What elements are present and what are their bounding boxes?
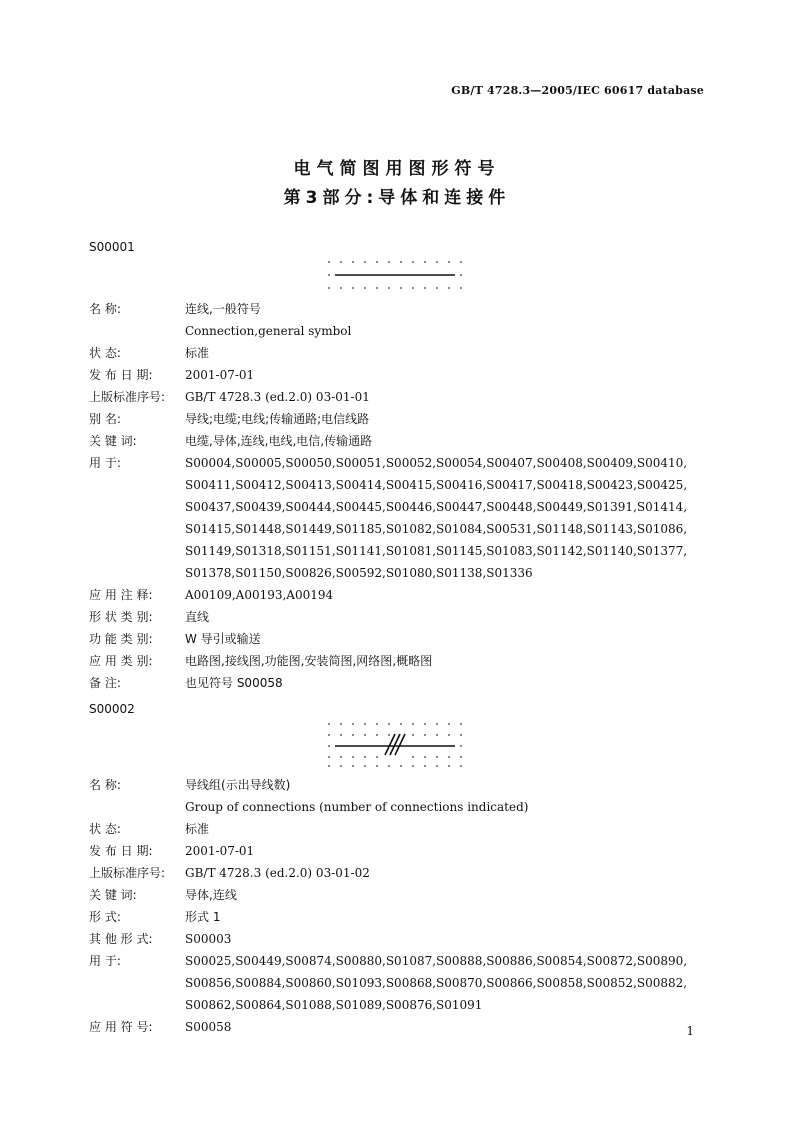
document-subtitle: 第3部分:导体和连接件 [283, 188, 511, 208]
document-title: 电气简图用图形符号 [293, 159, 501, 179]
symbol-id: S00002 [89, 702, 135, 716]
field-value: 标准 [185, 822, 210, 836]
field-value: GB/T 4728.3 (ed.2.0) 03-01-02 [185, 866, 370, 880]
field-old-standard [89, 386, 719, 408]
field-status [89, 342, 719, 364]
symbol-entry-s00002 [89, 702, 719, 1038]
field-application-class [89, 650, 719, 672]
page-number: 1 [686, 1024, 694, 1038]
field-label: 备 注: [89, 676, 121, 690]
field-value [185, 950, 719, 1016]
field-status [89, 818, 719, 840]
symbol-id: S00001 [89, 240, 135, 254]
field-app-notes [89, 584, 719, 606]
field-form [89, 906, 719, 928]
used-in-line: S01378,S01150,S00826,S00592,S01080,S01138,S01336 [185, 566, 533, 580]
field-label: 状 态: [89, 822, 121, 836]
field-label: 应 用 类 别: [89, 654, 153, 668]
field-label: 用 于: [89, 954, 121, 968]
field-label: 形 状 类 别: [89, 610, 153, 624]
used-in-line: S00411,S00412,S00413,S00414,S00415,S00416,S00417,S00418,S00423,S00425, [185, 478, 688, 492]
used-in-line: S00862,S00864,S01088,S01089,S00876,S01091 [185, 998, 483, 1012]
field-label: 形 式: [89, 910, 121, 924]
field-value [185, 452, 719, 584]
field-keywords [89, 884, 719, 906]
field-label: 发 布 日 期: [89, 368, 153, 382]
field-label: 上版标准序号: [89, 390, 166, 404]
field-application-symbol [89, 1016, 719, 1038]
field-name-en [89, 320, 719, 342]
field-value: 也见符号 S00058 [185, 676, 283, 690]
field-value: 2001-07-01 [185, 368, 255, 382]
field-alias [89, 408, 719, 430]
field-keywords [89, 430, 719, 452]
field-date [89, 364, 719, 386]
field-label: 其 他 形 式: [89, 932, 153, 946]
symbol-graphic-group-of-connections [327, 722, 719, 772]
field-function-class [89, 628, 719, 650]
field-value: A00109,A00193,A00194 [185, 588, 334, 602]
field-value: 导线;电缆;电线;传输通路;电信线路 [185, 412, 370, 426]
field-used-in [89, 452, 719, 584]
field-value: 导体,连线 [185, 888, 237, 902]
field-value: 导线组(示出导线数) [185, 778, 291, 792]
field-value-en: Group of connections (number of connections indicated) [185, 800, 529, 814]
field-value: GB/T 4728.3 (ed.2.0) 03-01-01 [185, 390, 370, 404]
used-in-line: S00025,S00449,S00874,S00880,S01087,S00888,S00886,S00854,S00872,S00890, [185, 954, 688, 968]
field-value: S00058 [185, 1020, 232, 1034]
field-shape-class [89, 606, 719, 628]
field-label: 名 称: [89, 778, 121, 792]
field-value: 2001-07-01 [185, 844, 255, 858]
used-in-line: S00004,S00005,S00050,S00051,S00052,S00054,S00407,S00408,S00409,S00410, [185, 456, 688, 470]
field-label: 名 称: [89, 302, 121, 316]
symbol-graphic-connection [327, 260, 719, 294]
field-label: 关 键 词: [89, 434, 137, 448]
field-value: 形式 1 [185, 910, 221, 924]
field-value-en: Connection,general symbol [185, 324, 352, 338]
field-value: 直线 [185, 610, 210, 624]
field-value: 电缆,导体,连线,电线,电信,传输通路 [185, 434, 373, 448]
field-used-in [89, 950, 719, 1016]
field-label: 别 名: [89, 412, 121, 426]
field-value: 电路图,接线图,功能图,安装简图,网络图,概略图 [185, 654, 433, 668]
field-value: W 导引或输送 [185, 632, 261, 646]
used-in-line: S00856,S00884,S00860,S01093,S00868,S00870,S00866,S00858,S00852,S00882, [185, 976, 688, 990]
field-label: 状 态: [89, 346, 121, 360]
used-in-line: S01415,S01448,S01449,S01185,S01082,S01084,S00531,S01148,S01143,S01086, [185, 522, 688, 536]
field-label: 功 能 类 别: [89, 632, 153, 646]
field-other-forms [89, 928, 719, 950]
document-code: GB/T 4728.3—2005/IEC 60617 database [451, 84, 704, 97]
field-label: 用 于: [89, 456, 121, 470]
field-name [89, 774, 719, 796]
field-old-standard [89, 862, 719, 884]
field-value: S00003 [185, 932, 232, 946]
field-label: 应 用 符 号: [89, 1020, 153, 1034]
field-label: 关 键 词: [89, 888, 137, 902]
field-value: 标准 [185, 346, 210, 360]
used-in-line: S01149,S01318,S01151,S01141,S01081,S01145,S01083,S01142,S01140,S01377, [185, 544, 688, 558]
field-date [89, 840, 719, 862]
field-label: 上版标准序号: [89, 866, 166, 880]
field-name [89, 298, 719, 320]
field-value: 连线,一般符号 [185, 302, 261, 316]
field-remark [89, 672, 719, 694]
field-label: 发 布 日 期: [89, 844, 153, 858]
symbol-entry-s00001 [89, 240, 719, 694]
field-label: 应 用 注 释: [89, 588, 153, 602]
used-in-line: S00437,S00439,S00444,S00445,S00446,S00447,S00448,S00449,S01391,S01414, [185, 500, 688, 514]
field-name-en [89, 796, 719, 818]
